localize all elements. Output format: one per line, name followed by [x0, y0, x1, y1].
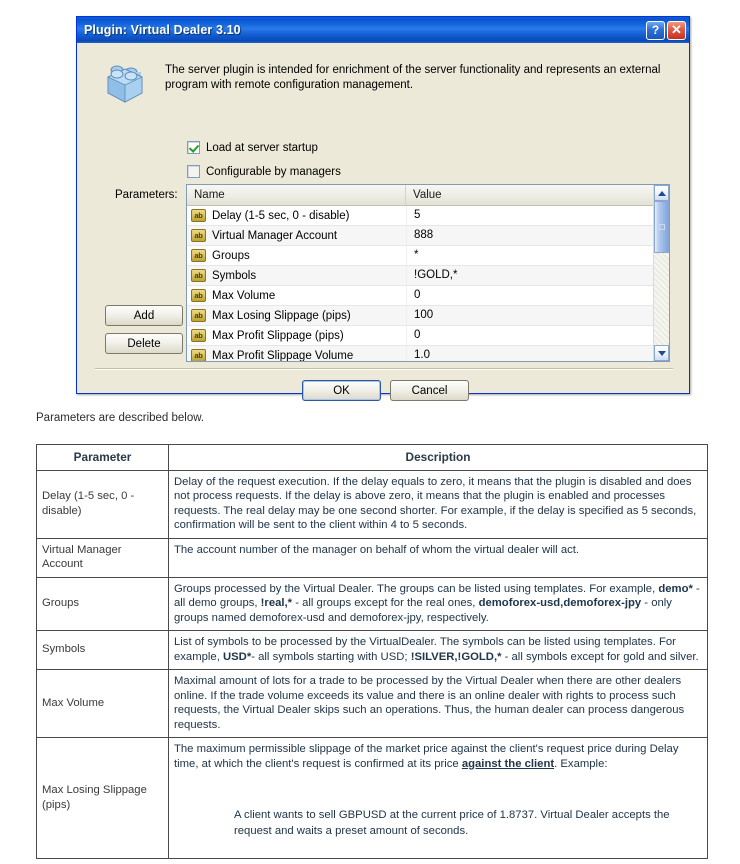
description-fragment: !SILVER,!GOLD,* — [410, 650, 502, 663]
ab-string-icon: ab — [191, 269, 206, 282]
listview-rows — [187, 206, 669, 361]
footer-divider — [95, 368, 673, 370]
parameters-description-table — [36, 444, 708, 859]
description-fragment: against the client — [461, 757, 555, 770]
plugin-description: The server plugin is intended for enrichment of the server functionality and represents an external program with remote configuration management. — [165, 64, 661, 91]
parameter-row[interactable] — [187, 306, 669, 326]
doc-note: Parameters are described below. — [36, 412, 205, 424]
parameter-name-text: Max Volume — [212, 289, 276, 302]
description-fragment: !real,* — [260, 597, 293, 609]
parameter-value-cell[interactable]: 1.0 — [406, 346, 669, 361]
table-row — [37, 538, 708, 577]
ab-string-icon: ab — [191, 349, 206, 361]
checkbox-load-at-server-startup[interactable] — [187, 141, 318, 154]
parameter-name-cell — [187, 249, 406, 262]
dialog-title: Plugin: Virtual Dealer 3.10 — [84, 23, 241, 37]
ab-string-icon: ab — [191, 329, 206, 342]
dialog-body — [77, 43, 689, 397]
description-fragment: demo* — [658, 582, 693, 595]
scrollbar-thumb[interactable] — [654, 201, 669, 253]
parameter-name-text: Max Losing Slippage (pips) — [212, 309, 351, 322]
parameter-value-cell[interactable]: * — [406, 246, 669, 265]
checkbox-configurable-by-managers-label: Configurable by managers — [206, 165, 341, 178]
parameter-value-cell[interactable]: 0 — [406, 326, 669, 345]
table-cell-description — [169, 738, 708, 859]
table-cell-description: Delay of the request execution. If the delay equals to zero, it means that the plugin is disabled and does not process requests. If the delay is above zero, it means that the plugin is enabled and processes requests. The real delay may be one second shorter. For example, if the delay is specified as 5 seconds, confirmation will be sent to the client within 4 to 5 seconds. — [169, 470, 708, 538]
description-fragment: - only groups named demoforex-usd and demoforex-jpy, respectively. — [174, 597, 672, 624]
ab-string-icon: ab — [191, 309, 206, 322]
parameter-row[interactable] — [187, 226, 669, 246]
titlebar-buttons — [646, 21, 686, 40]
description-fragment: - all symbols except for gold and silver. — [501, 650, 699, 663]
parameter-name-text: Max Profit Slippage (pips) — [212, 329, 344, 342]
parameter-value-cell[interactable]: 100 — [406, 306, 669, 325]
description-fragment: - all demo groups, — [174, 582, 700, 609]
plugin-settings-dialog — [76, 16, 690, 397]
table-cell-description — [169, 577, 708, 631]
scroll-down-button[interactable] — [654, 345, 669, 361]
table-cell-parameter: Virtual Manager Account — [37, 538, 169, 577]
parameter-name-cell — [187, 309, 406, 322]
parameter-row[interactable] — [187, 206, 669, 226]
description-fragment: - all symbols starting with USD; — [251, 650, 411, 663]
parameter-value-cell[interactable]: 0 — [406, 286, 669, 305]
table-cell-description: The account number of the manager on behalf of whom the virtual dealer will act. — [169, 538, 708, 577]
parameter-name-text: Delay (1-5 sec, 0 - disable) — [212, 209, 350, 222]
parameter-name-cell — [187, 349, 406, 361]
parameter-name-text: Virtual Manager Account — [212, 229, 338, 242]
delete-button[interactable]: Delete — [105, 333, 183, 354]
description-example: A client wants to sell GBPUSD at the current price of 1.8737. Virtual Dealer accepts the request and waits a preset amount of seconds. — [234, 809, 670, 837]
ok-button[interactable]: OK — [302, 380, 381, 401]
table-row — [37, 470, 708, 538]
description-fragment: . Example: — [554, 757, 608, 770]
parameters-label: Parameters: — [115, 189, 178, 201]
chevron-up-icon — [658, 191, 666, 196]
table-row — [37, 577, 708, 631]
parameter-name-cell — [187, 289, 406, 302]
column-header-value[interactable]: Value — [406, 185, 654, 205]
parameters-listview[interactable] — [186, 184, 670, 362]
dialog-titlebar[interactable] — [77, 17, 689, 43]
add-button[interactable]: Add — [105, 305, 183, 326]
ab-string-icon: ab — [191, 229, 206, 242]
plugin-block-icon — [102, 61, 148, 107]
table-cell-parameter: Delay (1-5 sec, 0 - disable) — [37, 470, 169, 538]
close-icon[interactable]: ✕ — [667, 21, 686, 40]
parameter-row[interactable] — [187, 346, 669, 361]
description-fragment: List of symbols to be processed by the VirtualDealer. The symbols can be listed using templates. For example, — [174, 636, 676, 663]
table-row — [37, 738, 708, 859]
parameter-name-text: Symbols — [212, 269, 257, 282]
parameter-name-cell — [187, 269, 406, 282]
scroll-up-button[interactable] — [654, 185, 669, 201]
parameter-row[interactable] — [187, 286, 669, 306]
help-icon[interactable]: ? — [646, 21, 665, 40]
description-fragment: - all groups except for the real ones, — [292, 597, 479, 609]
table-cell-description: Maximal amount of lots for a trade to be processed by the Virtual Dealer when there are other dealers online. If the trade volume exceeds its value and there is an online dealer with rights to process such requests, the Virtual Dealer skips such an operations. Thus, the human dealer can process dangerous requests. — [169, 670, 708, 738]
parameter-value-cell[interactable]: 5 — [406, 206, 669, 225]
table-cell-parameter: Max Volume — [37, 670, 169, 738]
description-fragment: Groups processed by the Virtual Dealer. The groups can be listed using templates. For example, — [174, 582, 659, 595]
table-cell-parameter: Groups — [37, 577, 169, 631]
listview-scrollbar[interactable] — [653, 185, 669, 361]
column-header-name[interactable]: Name — [187, 185, 406, 205]
checkbox-configurable-by-managers[interactable] — [187, 165, 341, 178]
description-fragment: demoforex-usd,demoforex-jpy — [478, 597, 642, 609]
parameter-name-cell — [187, 229, 406, 242]
checkbox-load-at-server-startup-box[interactable] — [187, 141, 200, 154]
table-cell-parameter: Max Losing Slippage (pips) — [37, 738, 169, 859]
table-row — [37, 670, 708, 738]
description-fragment: The maximum permissible slippage of the market price against the client's request price during Delay time, at which the client's request is confirmed at its price — [174, 743, 679, 770]
description-fragment: USD* — [222, 650, 252, 663]
parameter-name-cell — [187, 209, 406, 222]
cancel-button[interactable]: Cancel — [390, 380, 469, 401]
scrollbar-track[interactable] — [654, 201, 669, 345]
ab-string-icon: ab — [191, 249, 206, 262]
checkbox-configurable-by-managers-box[interactable] — [187, 165, 200, 178]
table-header-row — [37, 445, 708, 471]
listview-header — [187, 185, 669, 206]
parameter-row[interactable] — [187, 326, 669, 346]
table-cell-description — [169, 631, 708, 670]
parameter-value-cell[interactable]: 888 — [406, 226, 669, 245]
table-row — [37, 631, 708, 670]
parameter-name-text: Max Profit Slippage Volume — [212, 349, 354, 361]
parameter-row[interactable] — [187, 266, 669, 286]
table-header-parameter: Parameter — [37, 445, 169, 471]
ab-string-icon: ab — [191, 209, 206, 222]
parameter-value-cell[interactable]: !GOLD,* — [406, 266, 669, 285]
parameter-name-cell — [187, 329, 406, 342]
table-cell-parameter: Symbols — [37, 631, 169, 670]
ab-string-icon: ab — [191, 289, 206, 302]
chevron-down-icon — [658, 351, 666, 356]
parameter-name-text: Groups — [212, 249, 250, 262]
parameter-row[interactable] — [187, 246, 669, 266]
checkbox-load-at-server-startup-label: Load at server startup — [206, 141, 318, 154]
table-header-description: Description — [169, 445, 708, 471]
